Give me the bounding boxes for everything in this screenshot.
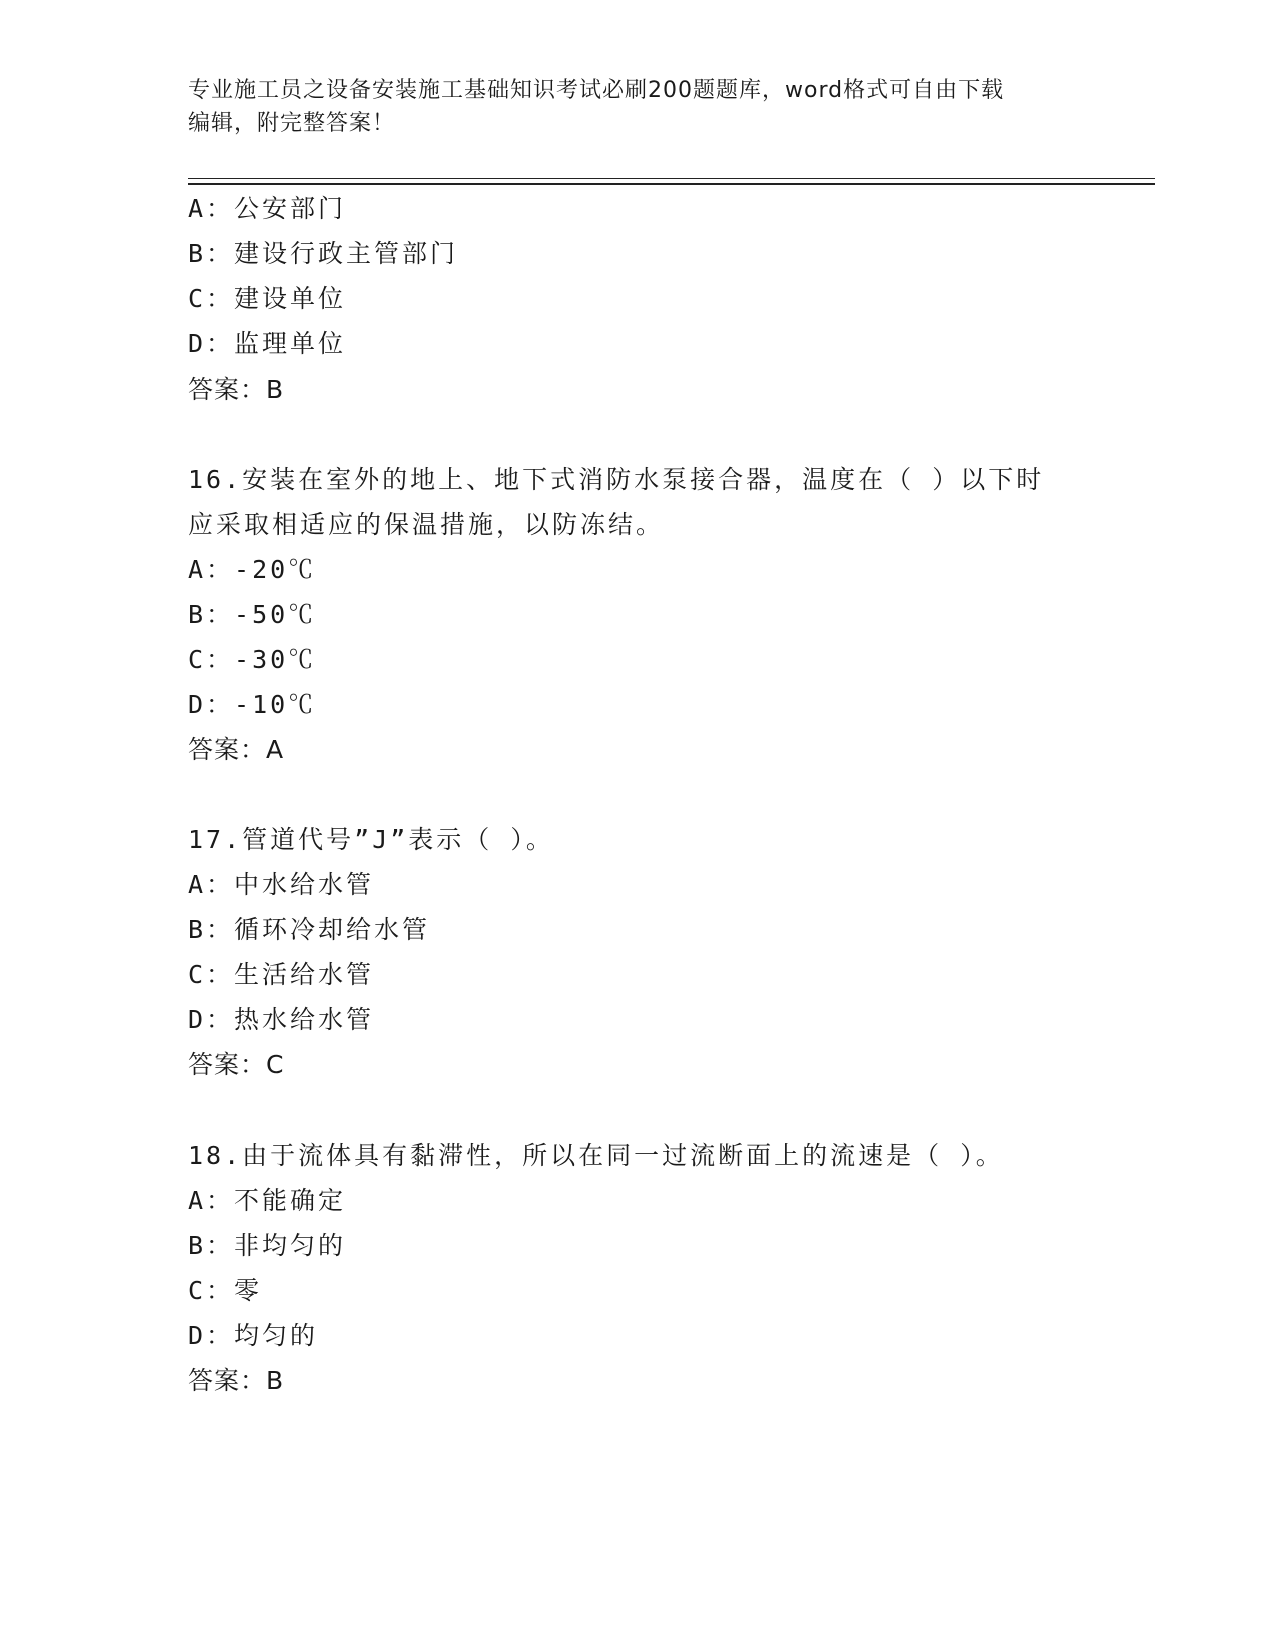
q16-option-b: B：-50℃: [188, 600, 317, 629]
q16-answer: 答案：A: [188, 735, 285, 764]
header-divider-top: [188, 178, 1155, 179]
q17-option-c: C：生活给水管: [188, 960, 375, 989]
q18-option-b: B：非均匀的: [188, 1231, 347, 1260]
q18-option-d: D：均匀的: [188, 1321, 319, 1350]
q16-stem-line-1: 16.安装在室外的地上、地下式消防水泵接合器，温度在（ ）以下时: [188, 465, 1045, 494]
q16-option-a: A：-20℃: [188, 555, 317, 584]
q15-option-c: C：建设单位: [188, 284, 347, 313]
q17-option-d: D：热水给水管: [188, 1005, 375, 1034]
header-line-2: 编辑，附完整答案！: [188, 111, 396, 136]
header-divider-bottom: [188, 183, 1155, 185]
q15-option-a: A：公安部门: [188, 194, 347, 223]
q16-stem-line-2: 应采取相适应的保温措施，以防冻结。: [188, 510, 665, 539]
q18-answer: 答案：B: [188, 1366, 285, 1395]
document-header: [188, 74, 1088, 140]
q17-option-b: B：循环冷却给水管: [188, 915, 431, 944]
q18-option-a: A：不能确定: [188, 1186, 347, 1215]
q17-option-a: A：中水给水管: [188, 870, 375, 899]
q17-answer: 答案：C: [188, 1050, 285, 1079]
q16-option-c: C：-30℃: [188, 645, 317, 674]
q18-option-c: C：零: [188, 1276, 263, 1305]
header-line-1: 专业施工员之设备安装施工基础知识考试必刷200题题库，word格式可自由下载: [188, 78, 1005, 103]
q16-option-d: D：-10℃: [188, 690, 317, 719]
q15-answer: 答案：B: [188, 375, 285, 404]
q15-option-d: D：监理单位: [188, 329, 347, 358]
q17-stem-line-1: 17.管道代号”J”表示（ ）。: [188, 825, 554, 854]
q15-option-b: B：建设行政主管部门: [188, 239, 459, 268]
q18-stem-line-1: 18.由于流体具有黏滞性，所以在同一过流断面上的流速是（ ）。: [188, 1141, 1004, 1170]
